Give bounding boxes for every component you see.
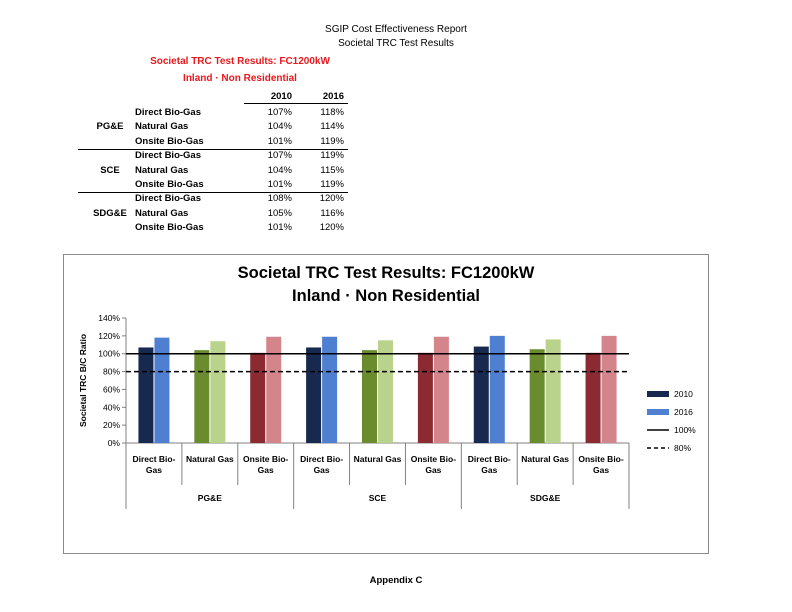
table-header-rule (244, 103, 348, 104)
x-group-label: SDG&E (530, 493, 561, 503)
x-category-label: Gas (257, 465, 274, 475)
x-category-label: Natural Gas (185, 454, 234, 464)
x-category-label: Natural Gas (521, 454, 570, 464)
table-cell-v2010: 101% (267, 222, 292, 234)
x-category-label: Direct Bio- (132, 454, 176, 464)
chart-subtitle: Inland · Non Residential (292, 287, 480, 305)
table-row-label: Direct Bio-Gas (135, 150, 201, 162)
table-cell-v2016: 116% (320, 207, 344, 219)
table-cell-v2010: 104% (267, 164, 292, 176)
report-subtitle: Societal TRC Test Results (338, 38, 454, 49)
column-header: 2016 (322, 91, 344, 102)
bar-chart (64, 255, 708, 553)
table-cell-v2016: 120% (319, 193, 344, 205)
table-cell-v2010: 107% (267, 107, 292, 118)
x-category-label: Onsite Bio- (243, 454, 289, 464)
x-category-label: Gas (593, 465, 610, 475)
bar-2010 (362, 350, 377, 443)
table-row-label: Natural Gas (135, 207, 189, 219)
y-tick-label: 80% (102, 366, 120, 377)
bar-2016 (210, 341, 225, 443)
table-cell-v2010: 105% (267, 207, 292, 219)
bar-2016 (546, 339, 561, 443)
table-cell-v2010: 101% (267, 179, 292, 190)
table-row-label: Direct Bio-Gas (135, 107, 201, 118)
bar-2010 (138, 347, 153, 443)
bar-2010 (194, 350, 209, 443)
legend-label: 80% (674, 443, 692, 453)
x-group-label: SCE (368, 493, 387, 503)
utility-label: SCE (100, 164, 120, 176)
table-row-label: Onsite Bio-Gas (135, 179, 204, 190)
table-cell-v2010: 101% (267, 135, 292, 147)
table-cell-v2016: 119% (320, 135, 344, 147)
bar-2016 (602, 336, 617, 443)
table-row-label: Onsite Bio-Gas (135, 222, 204, 234)
table-row-label: Onsite Bio-Gas (135, 135, 204, 147)
bar-2016 (490, 336, 505, 443)
footer-appendix: Appendix C (369, 575, 423, 586)
x-category-label: Gas (145, 465, 162, 475)
x-category-label: Natural Gas (353, 454, 402, 464)
legend-swatch-2010 (647, 391, 669, 397)
utility-label: PG&E (96, 121, 124, 133)
legend-label: 2016 (674, 407, 693, 417)
x-category-label: Direct Bio- (467, 454, 511, 464)
x-category-label: Gas (425, 465, 442, 475)
table-subtitle: Inland · Non Residential (183, 73, 297, 84)
y-tick-label: 120% (98, 330, 120, 341)
bar-2016 (434, 337, 449, 443)
x-category-label: Direct Bio- (300, 454, 344, 464)
bar-2016 (322, 337, 337, 443)
bar-2010 (586, 353, 601, 443)
bar-2010 (306, 347, 321, 443)
bar-2010 (418, 353, 433, 443)
bar-2010 (250, 353, 265, 443)
legend-label: 2010 (674, 389, 693, 399)
y-tick-label: 0% (107, 438, 120, 448)
bar-2016 (266, 337, 281, 443)
column-header: 2010 (270, 91, 292, 102)
chart-container (63, 254, 709, 554)
x-category-label: Onsite Bio- (410, 454, 457, 464)
y-tick-label: 140% (98, 313, 120, 323)
bar-2010 (530, 349, 545, 443)
table-row-label: Natural Gas (135, 164, 189, 176)
x-group-label: PG&E (197, 493, 222, 503)
y-axis-label: Societal TRC B/C Ratio (78, 333, 88, 428)
table-cell-v2016: 115% (320, 164, 344, 176)
table-cell-v2016: 118% (320, 107, 344, 118)
chart-title: Societal TRC Test Results: FC1200kW (237, 264, 535, 282)
table-cell-v2016: 114% (320, 121, 344, 133)
report-title: SGIP Cost Effectiveness Report (325, 24, 467, 35)
legend-label: 100% (674, 425, 696, 435)
x-category-label: Onsite Bio- (578, 454, 624, 464)
y-tick-label: 40% (102, 402, 120, 413)
legend-swatch-2016 (647, 409, 669, 415)
x-category-label: Gas (313, 465, 330, 475)
y-tick-label: 100% (98, 348, 120, 359)
table-row-label: Direct Bio-Gas (135, 193, 201, 205)
x-category-label: Gas (481, 465, 498, 475)
table-cell-v2010: 108% (267, 193, 292, 205)
table-cell-v2016: 119% (320, 150, 344, 162)
bar-2016 (378, 340, 393, 443)
table-cell-v2016: 120% (319, 222, 344, 234)
y-tick-label: 20% (102, 420, 120, 431)
bar-2010 (474, 347, 489, 443)
table-title: Societal TRC Test Results: FC1200kW (150, 56, 330, 67)
utility-label: SDG&E (93, 207, 127, 219)
table-row-label: Natural Gas (135, 121, 189, 133)
table-cell-v2016: 119% (320, 179, 344, 190)
table-cell-v2010: 107% (267, 150, 292, 162)
y-tick-label: 60% (102, 384, 120, 395)
table-cell-v2010: 104% (267, 121, 292, 133)
